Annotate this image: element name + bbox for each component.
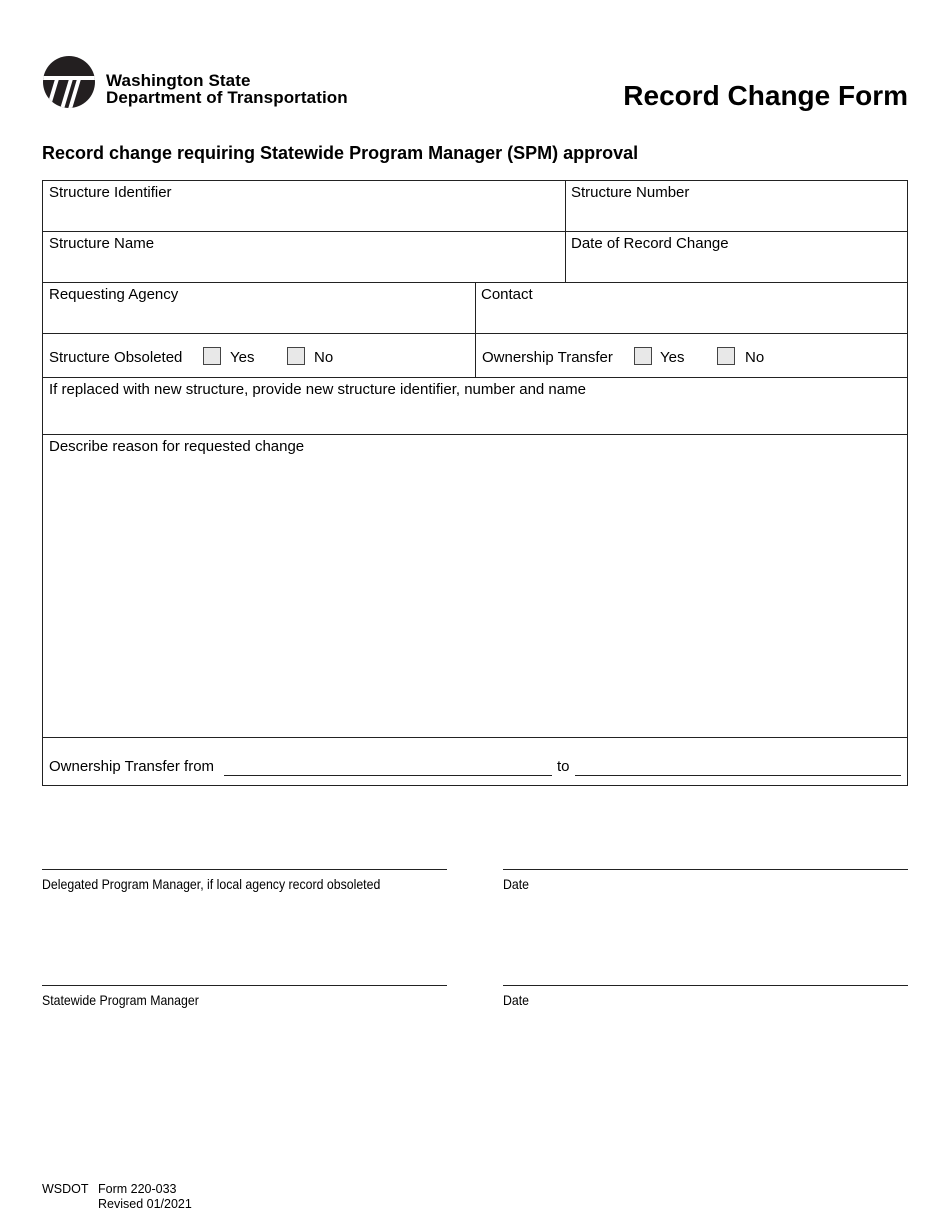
statewide-pm-signature-label: Statewide Program Manager	[42, 992, 199, 1008]
structure-obsoleted-label: Structure Obsoleted	[49, 349, 183, 366]
ownership-transfer-no-checkbox[interactable]	[717, 347, 735, 365]
contact-field[interactable]	[475, 283, 909, 333]
delegated-pm-date-line[interactable]	[503, 869, 908, 870]
agency-name	[106, 72, 348, 106]
statewide-pm-signature-line[interactable]	[42, 985, 447, 986]
footer-form-number: Form 220-033	[98, 1182, 177, 1196]
structure-obsoleted-no-checkbox[interactable]	[287, 347, 305, 365]
replacement-structure-label: If replaced with new structure, provide new structure identifier, number and name	[49, 381, 586, 398]
structure-name-label: Structure Name	[49, 235, 155, 252]
ownership-transfer-from-input[interactable]	[224, 775, 552, 776]
form-grid	[42, 180, 908, 786]
delegated-pm-signature-line[interactable]	[42, 869, 447, 870]
structure-identifier-field[interactable]	[43, 181, 565, 231]
ownership-transfer-from-label: Ownership Transfer from	[49, 758, 215, 775]
statewide-pm-date-line[interactable]	[503, 985, 908, 986]
agency-name-line1: Washington State	[106, 71, 251, 90]
reason-for-change-field[interactable]	[43, 435, 909, 737]
statewide-pm-date-label: Date	[503, 992, 530, 1008]
ownership-transfer-to-input[interactable]	[575, 775, 901, 776]
structure-number-label: Structure Number	[571, 184, 690, 201]
reason-for-change-label: Describe reason for requested change	[49, 438, 305, 455]
wsdot-emblem-icon	[42, 55, 96, 109]
delegated-pm-signature-label: Delegated Program Manager, if local agency record obsoleted	[42, 876, 381, 892]
form-subtitle: Record change requiring Statewide Program Manager (SPM) approval	[42, 143, 639, 163]
footer-org: WSDOT	[42, 1182, 89, 1196]
form-title: Record Change Form	[623, 80, 908, 111]
delegated-pm-date-label: Date	[503, 876, 530, 892]
divider	[43, 737, 907, 738]
ownership-transfer-yes-checkbox[interactable]	[634, 347, 652, 365]
footer-revised-date: Revised 01/2021	[98, 1197, 192, 1211]
agency-name-line2: Department of Transportation	[106, 88, 348, 107]
requesting-agency-field[interactable]	[43, 283, 475, 333]
contact-label: Contact	[481, 286, 533, 303]
date-of-record-change-field[interactable]	[565, 232, 909, 282]
structure-name-field[interactable]	[43, 232, 565, 282]
replacement-structure-field[interactable]	[43, 378, 909, 434]
structure-obsoleted-yes-label: Yes	[230, 349, 255, 366]
structure-obsoleted-yes-checkbox[interactable]	[203, 347, 221, 365]
structure-number-field[interactable]	[565, 181, 909, 231]
date-of-record-change-label: Date of Record Change	[571, 235, 729, 252]
ownership-transfer-label: Ownership Transfer	[482, 349, 613, 366]
structure-obsoleted-no-label: No	[314, 349, 334, 366]
structure-identifier-label: Structure Identifier	[49, 184, 172, 201]
ownership-transfer-yes-label: Yes	[660, 349, 685, 366]
ownership-transfer-to-label: to	[557, 758, 570, 775]
requesting-agency-label: Requesting Agency	[49, 286, 179, 303]
wsdot-logo	[42, 55, 382, 110]
ownership-transfer-no-label: No	[745, 349, 765, 366]
